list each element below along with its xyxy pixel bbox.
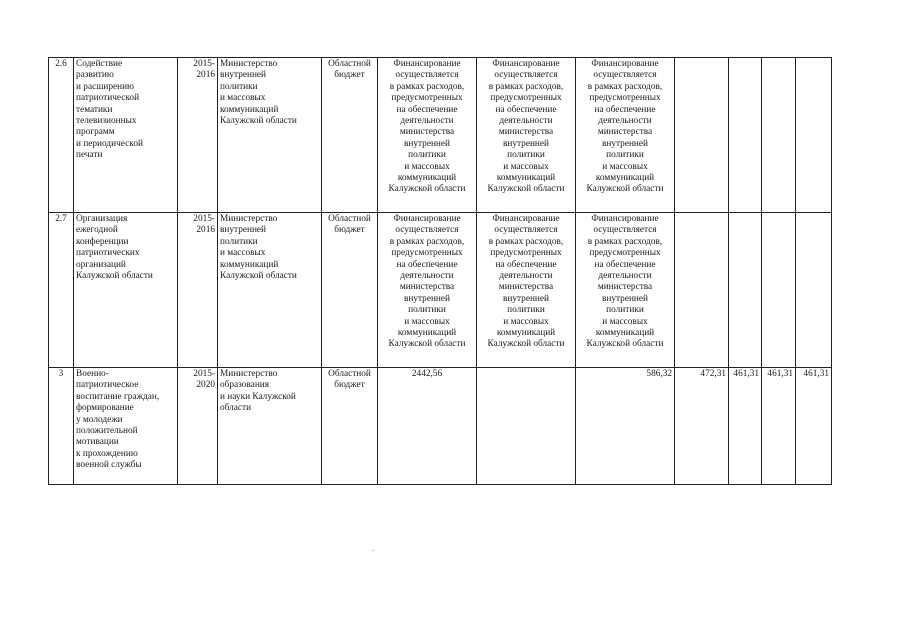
total-cell: Финансирование осуществляется в рамках расходов, предусмотренных на обеспечение деятельности министерства внутренней политики и массовых коммуникаций Калужской области — [378, 58, 477, 213]
year-cell-2018 — [729, 213, 762, 368]
executor-cell: Министерство внутренней политики и массовых коммуникаций Калужской области — [218, 213, 322, 368]
year-cell-2018 — [729, 58, 762, 213]
year-cell-2019: 461,31 — [762, 368, 796, 485]
table-row — [49, 213, 832, 368]
period-cell: 2015- 2020 — [178, 368, 218, 485]
funding-source-cell: Областной бюджет — [322, 368, 378, 485]
row-number: 2.6 — [49, 58, 74, 213]
year-cell-2018: 461,31 — [729, 368, 762, 485]
year-cell-2015: Финансирование осуществляется в рамках расходов, предусмотренных на обеспечение деятельности министерства внутренней политики и массовых коммуникаций Калужской области — [477, 213, 576, 368]
year-cell-2017: 472,31 — [675, 368, 729, 485]
total-cell: 2442,56 — [378, 368, 477, 485]
row-number: 2.7 — [49, 213, 74, 368]
funding-source-cell: Областной бюджет — [322, 213, 378, 368]
year-cell-2019 — [762, 58, 796, 213]
scan-speck: . — [372, 543, 375, 553]
table-row — [49, 58, 832, 213]
year-cell-2020 — [796, 58, 832, 213]
table-row — [49, 368, 832, 485]
event-name: Содействие развитию и расширению патриотической тематики телевизионных программ и периодической печати — [74, 58, 178, 213]
year-cell-2016: 586,32 — [576, 368, 675, 485]
year-cell-2019 — [762, 213, 796, 368]
year-cell-2016: Финансирование осуществляется в рамках расходов, предусмотренных на обеспечение деятельности министерства внутренней политики и массовых коммуникаций Калужской области — [576, 58, 675, 213]
year-cell-2015 — [477, 368, 576, 485]
executor-cell: Министерство внутренней политики и массовых коммуникаций Калужской области — [218, 58, 322, 213]
total-cell: Финансирование осуществляется в рамках расходов, предусмотренных на обеспечение деятельности министерства внутренней политики и массовых коммуникаций Калужской области — [378, 213, 477, 368]
program-table — [48, 57, 832, 485]
period-cell: 2015- 2016 — [178, 58, 218, 213]
funding-source-cell: Областной бюджет — [322, 58, 378, 213]
event-name: Военно- патриотическое воспитание граждан, формирование у молодежи положительной мотивации к прохождению военной службы — [74, 368, 178, 485]
year-cell-2017 — [675, 213, 729, 368]
year-cell-2017 — [675, 58, 729, 213]
year-cell-2016: Финансирование осуществляется в рамках расходов, предусмотренных на обеспечение деятельности министерства внутренней политики и массовых коммуникаций Калужской области — [576, 213, 675, 368]
year-cell-2020: 461,31 — [796, 368, 832, 485]
period-cell: 2015- 2016 — [178, 213, 218, 368]
executor-cell: Министерство образования и науки Калужской области — [218, 368, 322, 485]
year-cell-2015: Финансирование осуществляется в рамках расходов, предусмотренных на обеспечение деятельности министерства внутренней политики и массовых коммуникаций Калужской области — [477, 58, 576, 213]
year-cell-2020 — [796, 213, 832, 368]
row-number: 3 — [49, 368, 74, 485]
event-name: Организация ежегодной конференции патриотических организаций Калужской области — [74, 213, 178, 368]
